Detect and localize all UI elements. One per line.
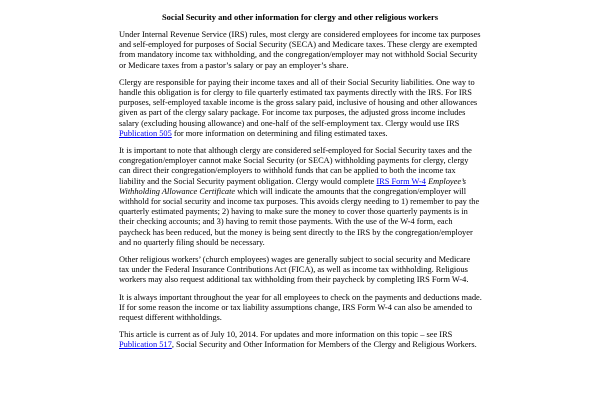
text-run: Under Internal Revenue Service (IRS) rules, most clergy are considered employees for income tax purposes and self-employed for purposes of Social Security (SECA) and Medicare taxes. These clergy are exempted from mandatory income tax withholding, and the congregation/employer may not withhold Social Security or Medicare taxes from a pastor’s salary or pay an employer’s share. [119, 30, 481, 70]
publication-505-link[interactable]: Publication 505 [119, 128, 172, 138]
paragraph [119, 78, 482, 139]
italic-text-run: Employee’s Withholding Allowance Certificate [119, 176, 467, 196]
paragraph [119, 293, 482, 324]
text-run: It is important to note that although clergy are considered self-employed for Social Security taxes and the congregation/employer cannot make Social Security (or SECA) withholding payments for clergy, clergy can direct their congregation/employers to withhold funds that can be applied to both the income tax liability and the Social Security payment obligation. Clergy would complete [119, 146, 472, 186]
text-run: Other religious workers’ (church employees) wages are generally subject to social security and Medicare tax under the Federal Insurance Contributions Act (FICA), as well as income tax withholding. Religious workers may also request additional tax withholding from their paycheck by completing IRS Form W-4. [119, 255, 471, 285]
text-run: It is always important throughout the year for all employees to check on the payments and deductions made. If for some reason the income or tax liability assumptions change, IRS Form W-4 can also be amended to request different withholdings. [119, 292, 482, 323]
text-run: , Social Security and Other Information for Members of the Clergy and Religious Workers. [171, 340, 477, 350]
text-run: Clergy are responsible for paying their income taxes and all of their Social Security liabilities. One way to handle this obligation is for clergy to file quarterly estimated tax payments directly with the IRS. For IRS purposes, self-employed taxable income is the gross salary paid, inclusive of housing and other allowances given as part of the clergy salary package. For income tax purposes, the adjusted gross income includes salary (excluding housing allowance) and one-half of the self-employment tax. Clergy would use IRS [119, 77, 478, 128]
text-run: which will indicate the amounts that the congregation/employer will withhold for social security and income tax purposes. This avoids clergy needing to 1) remember to pay the quarterly estimated payments; 2) having to make sure the money to cover those quarterly payments is in their checking accounts; and 3) having to remit those payments. With the use of the W-4 form, each paycheck has been reduced, but the money is being sent directly to the IRS by the congregation/employer and no quarterly filing should be necessary. [119, 186, 480, 247]
paragraph [119, 255, 482, 286]
irs-form-w4-link[interactable]: IRS Form W-4 [376, 176, 426, 186]
document-body [119, 30, 482, 358]
paragraph [119, 330, 482, 350]
document-title: Social Security and other information for clergy and other religious workers [161, 12, 439, 22]
paragraph [119, 30, 482, 71]
paragraph [119, 146, 482, 248]
publication-517-link[interactable]: Publication 517 [119, 340, 172, 350]
text-run: for more information on determining and filing estimated taxes. [171, 128, 388, 138]
text-run: This article is current as of July 10, 2014. For updates and more information on this topic – see IRS [119, 330, 453, 340]
